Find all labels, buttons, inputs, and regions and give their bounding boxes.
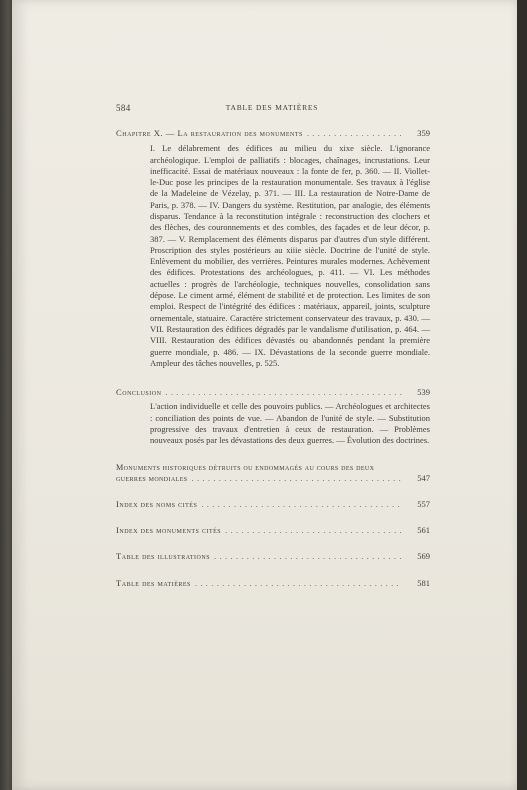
toc-entry-title: Table des illustrations bbox=[116, 551, 211, 562]
toc-entry-title: Index des monuments cités bbox=[116, 525, 222, 536]
toc-entry-conclusion bbox=[116, 387, 430, 446]
toc-page-number: 561 bbox=[417, 525, 430, 536]
dot-leader bbox=[201, 499, 402, 510]
toc-entry-title-line-1: Monuments historiques détruits ou endommagés au cours des deux bbox=[116, 462, 375, 472]
toc-line bbox=[116, 551, 430, 562]
toc-entry-monuments-detruits bbox=[116, 462, 430, 484]
toc-page-number: 569 bbox=[417, 551, 430, 562]
toc-page-number: 557 bbox=[417, 498, 430, 509]
dot-leader bbox=[195, 578, 402, 589]
toc-line bbox=[116, 578, 430, 589]
dot-leader bbox=[307, 128, 402, 139]
toc-entry-title: Chapitre X. — La restauration des monuments bbox=[116, 128, 303, 138]
dot-leader bbox=[165, 387, 402, 398]
toc-line bbox=[116, 462, 430, 473]
toc-line bbox=[116, 387, 430, 398]
toc-entry-title-line-2: guerres mondiales bbox=[116, 473, 188, 483]
toc-page-number: 359 bbox=[417, 128, 430, 138]
running-title: TABLE DES MATIÈRES bbox=[225, 103, 319, 112]
toc-page-number: 547 bbox=[417, 472, 430, 483]
table-of-contents bbox=[116, 128, 430, 589]
toc-entry-description: L'action individuelle et celle des pouvoirs publics. — Archéologues et architectes : conciliation des points de vue. — Abandon de l'unité de style. — Substitution progressive des travaux d'entretien à ceux de restauration. — Problèmes nouveaux posés par les dévastations des deux guerres. — Évolution des doctrines. bbox=[150, 401, 430, 446]
toc-line bbox=[116, 473, 430, 484]
dot-leader bbox=[225, 525, 402, 536]
toc-entry-chapitre-x bbox=[116, 128, 430, 369]
toc-page-number: 581 bbox=[417, 577, 430, 588]
toc-entry-index-noms bbox=[116, 499, 430, 510]
page-number: 584 bbox=[116, 103, 131, 113]
toc-line bbox=[116, 499, 430, 510]
toc-line bbox=[116, 128, 430, 139]
toc-entry-title: Conclusion bbox=[116, 387, 162, 398]
toc-entry-table-matieres bbox=[116, 578, 430, 589]
dot-leader bbox=[214, 551, 402, 562]
toc-line bbox=[116, 525, 430, 536]
toc-entry-index-monuments bbox=[116, 525, 430, 536]
toc-page-number: 539 bbox=[417, 387, 430, 398]
dot-leader bbox=[192, 473, 402, 484]
toc-entry-table-illustrations bbox=[116, 551, 430, 562]
toc-entry-description: I. Le délabrement des édifices au milieu du xixe siècle. L'ignorance archéologique. L'emploi de palliatifs : blocages, chaînages, incrustations. Leur inefficacité. Essai de matériaux nouveaux : la fonte de fer, p. 360. — II. Viollet-le-Duc pose les principes de la restauration monumentale. Ses travaux à l'église de la Madeleine de Vézelay, p. 371. — III. La restauration de Notre-Dame de Paris, p. 378. — IV. Dangers du système. Restitution, par analogie, des éléments disparus. Tendance à la reconstitution intégrale : reconstruction des clochers et des flèches, des couronnements et des combles, des façades et de leur décor, p. 387. — V. Remplacement des éléments disparus par d'autres d'un style différent. Proscription des styles postérieurs au xiiie siècle. Doctrine de l'unité de style. Enlèvement du mobilier, des verrières. Peintures murales modernes. Achèvement des édifices. Protestations des archéologues, p. 411. — VI. Les méthodes actuelles : progrès de l'archéologie, techniques nouvelles, consolidation sans dépose. Le ciment armé, élément de stabilité et de protection. Les limites de son emploi. Respect de l'intégrité des édifices : matériaux, appareil, joints, sculpture ornementale, statuaire. Caractère strictement conservateur des travaux, p. 430. — VII. Restauration des édifices dégradés par le vandalisme d'utilisation, p. 464. — VIII. Restauration des édifices dévastés ou abandonnés pendant la première guerre mondiale, p. 486. — IX. Dévastations de la seconde guerre mondiale. Ampleur des tâches nouvelles, p. 525. bbox=[150, 143, 430, 368]
toc-entry-title: Index des noms cités bbox=[116, 498, 198, 509]
toc-entry-title: Table des matières bbox=[116, 577, 191, 588]
